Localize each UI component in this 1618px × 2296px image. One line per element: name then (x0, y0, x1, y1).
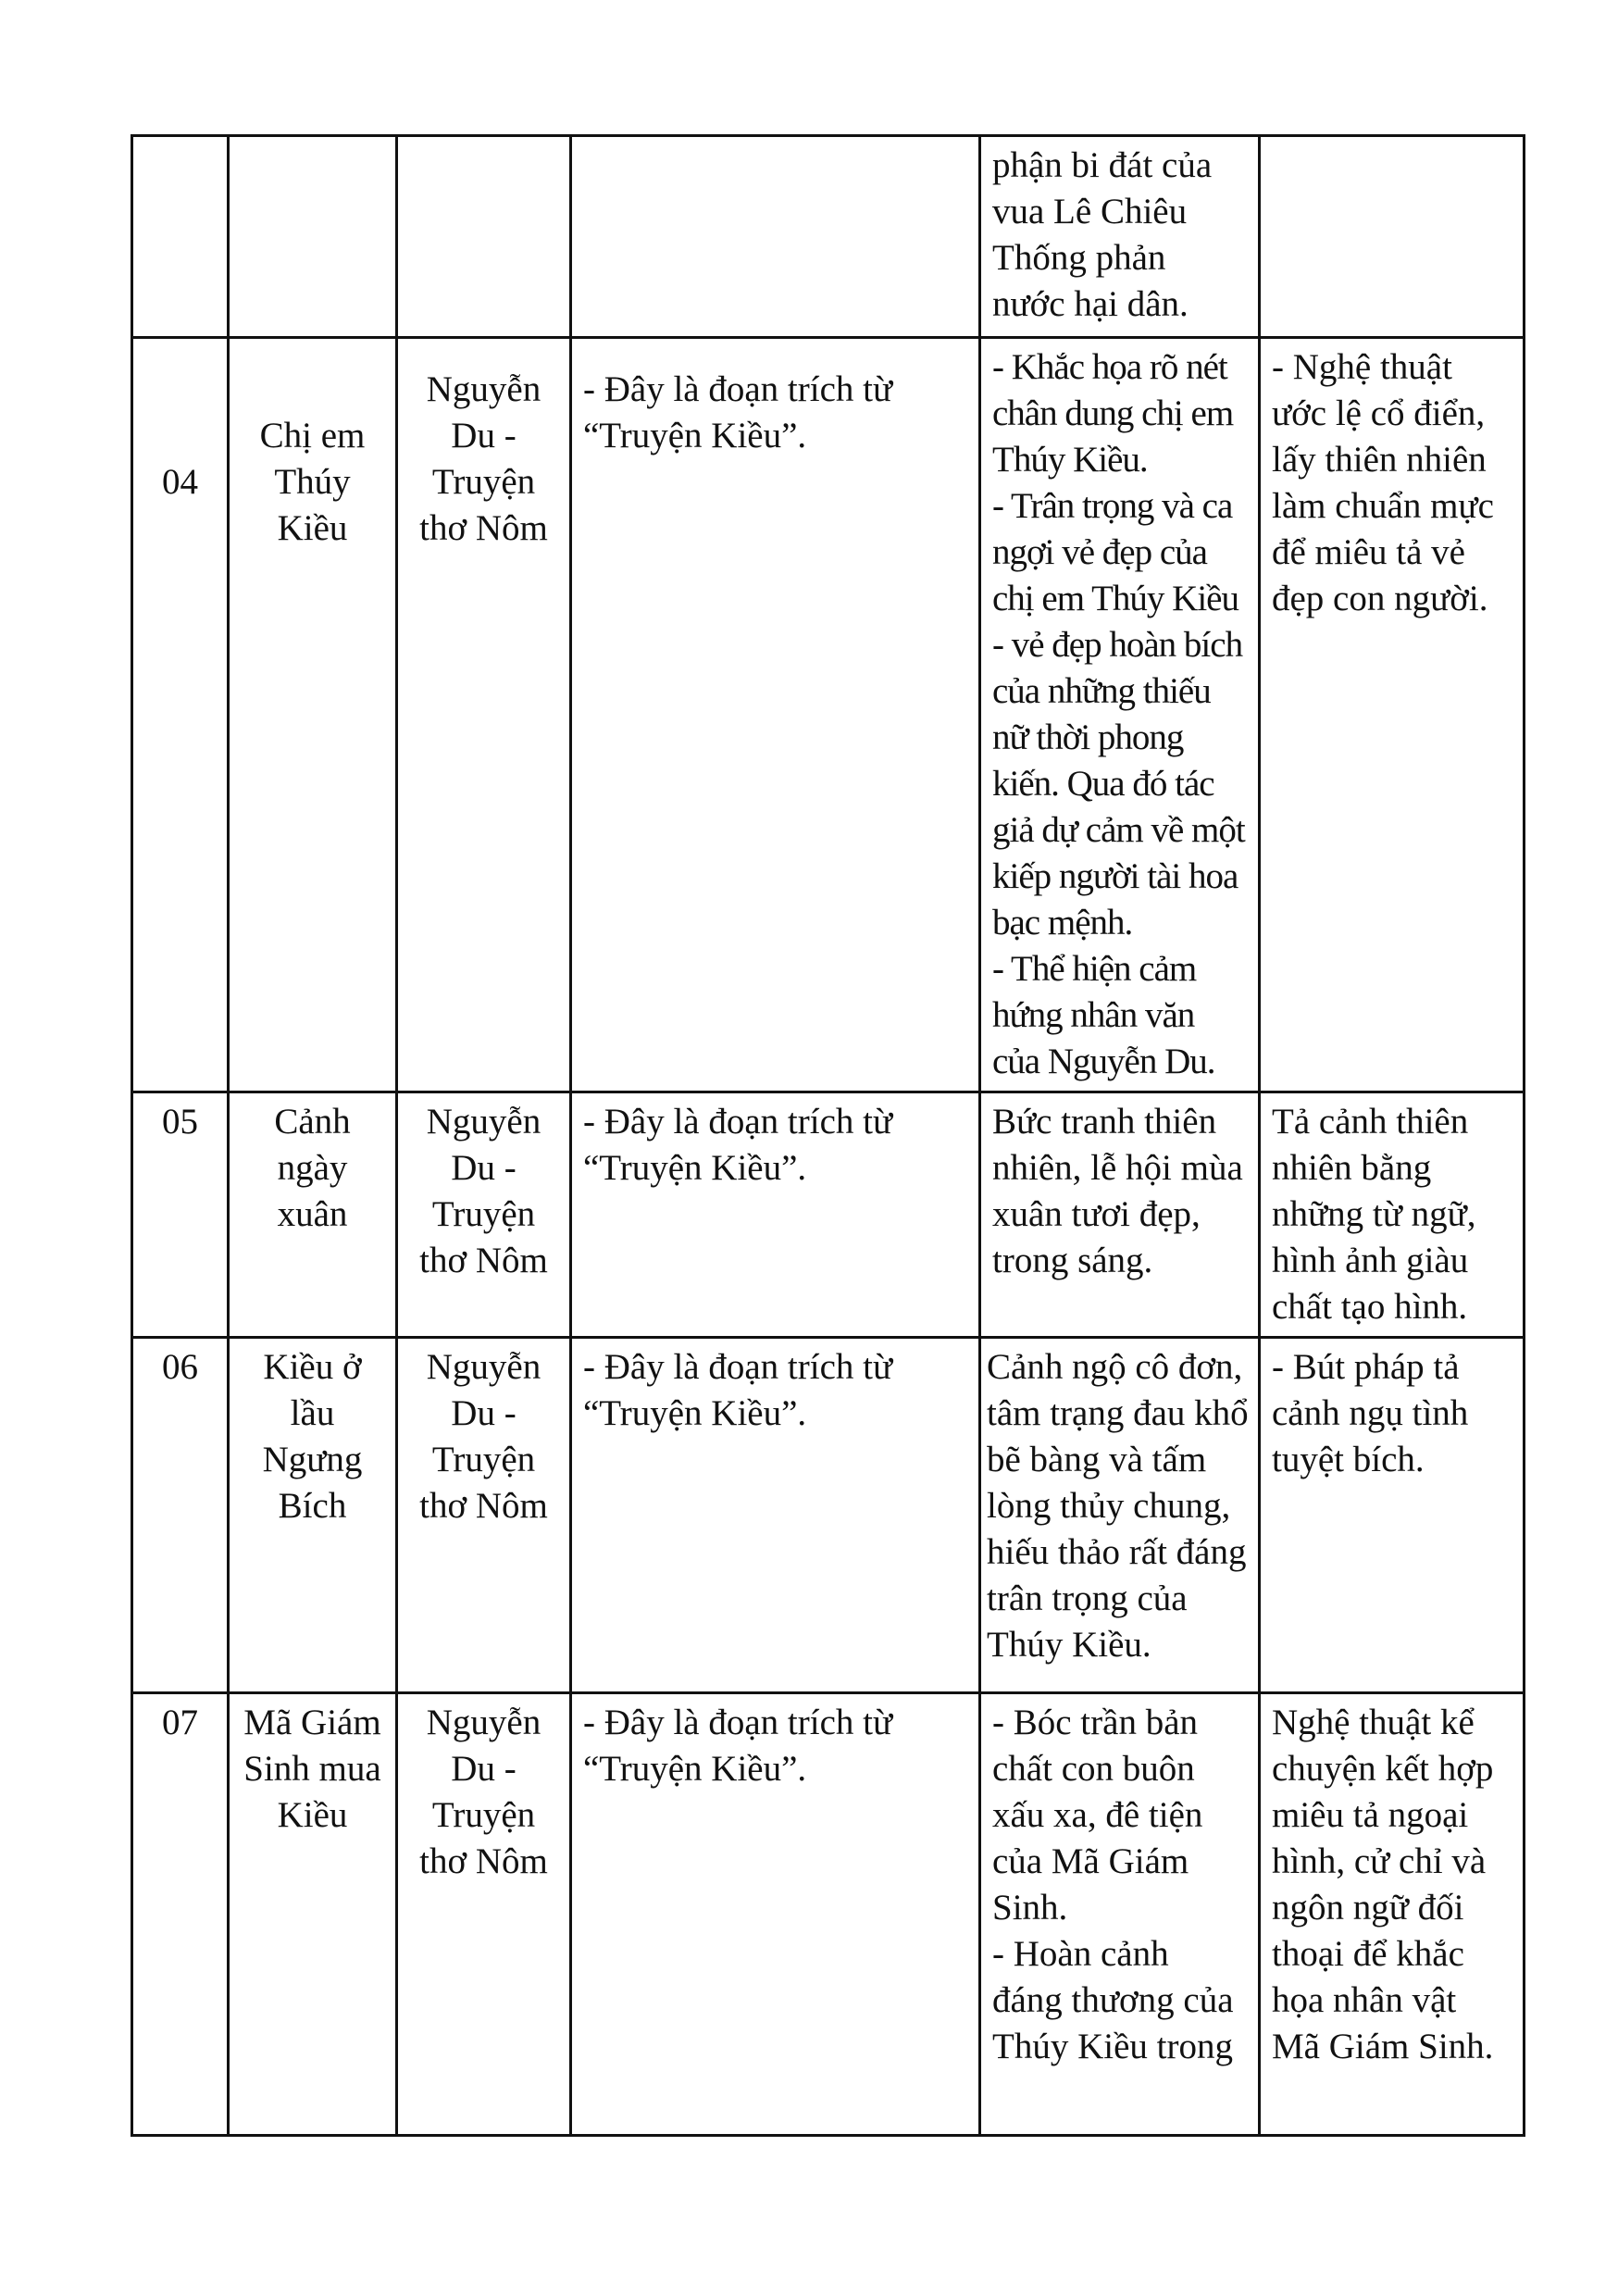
work-author: Nguyễn Du - Truyện thơ Nôm (397, 1092, 571, 1338)
row-number: 06 (132, 1338, 229, 1693)
work-title (229, 136, 397, 338)
work-origin: - Đây là đoạn trích từ “Truyện Kiều”. (571, 1693, 980, 2136)
content-paragraph: - Thể hiện cảm hứng nhân văn của Nguyễn Du. (992, 949, 1215, 1081)
work-origin: - Đây là đoạn trích từ “Truyện Kiều”. (571, 338, 980, 1092)
literature-table (131, 134, 1525, 2137)
content-paragraph: - Khắc họa rõ nét chân dung chị em Thúy Kiều. (992, 347, 1234, 480)
work-author: Nguyễn Du - Truyện thơ Nôm (397, 1693, 571, 2136)
row-number: 04 (132, 338, 229, 1092)
work-title: Mã Giám Sinh mua Kiều (229, 1693, 397, 2136)
table-row (132, 136, 1525, 338)
art-paragraph: Tả cảnh thiên nhiên bằng những từ ngữ, hình ảnh giàu chất tạo hình. (1272, 1102, 1476, 1327)
work-content (980, 1338, 1260, 1693)
content-paragraph: - Hoàn cảnh đáng thương của Thúy Kiều trong (992, 1934, 1234, 2066)
content-paragraph: - Bóc trần bản chất con buôn xấu xa, đê tiện của Mã Giám Sinh. (992, 1703, 1203, 1928)
work-content (980, 1092, 1260, 1338)
content-paragraph: Cảnh ngộ cô đơn, tâm trạng đau khổ bẽ bàng và tấm lòng thủy chung, hiếu thảo rất đáng trân trọng của Thúy Kiều. (987, 1347, 1249, 1665)
table-row (132, 1092, 1525, 1338)
art-paragraph: - Bút pháp tả cảnh ngụ tình tuyệt bích. (1272, 1347, 1469, 1479)
work-author: Nguyễn Du - Truyện thơ Nôm (397, 338, 571, 1092)
work-author (397, 136, 571, 338)
row-number: 07 (132, 1693, 229, 2136)
content-paragraph: - Trân trọng và ca ngợi vẻ đẹp của chị em Thúy Kiều - vẻ đẹp hoàn bích của những thiếu nữ thời phong kiến. Qua đó tác giả dự cảm về một kiếp người tài hoa bạc mệnh. (992, 486, 1245, 942)
work-author: Nguyễn Du - Truyện thơ Nôm (397, 1338, 571, 1693)
row-number (132, 136, 229, 338)
work-art (1260, 1338, 1525, 1693)
work-art (1260, 136, 1525, 338)
work-origin: - Đây là đoạn trích từ “Truyện Kiều”. (571, 1092, 980, 1338)
work-origin: - Đây là đoạn trích từ “Truyện Kiều”. (571, 1338, 980, 1693)
work-art (1260, 1693, 1525, 2136)
table-row (132, 338, 1525, 1092)
art-paragraph: Nghệ thuật kể chuyện kết hợp miêu tả ngoại hình, cử chỉ và ngôn ngữ đối thoại để khắc họa nhân vật Mã Giám Sinh. (1272, 1703, 1494, 2066)
content-paragraph: Bức tranh thiên nhiên, lễ hội mùa xuân tươi đẹp, trong sáng. (992, 1102, 1243, 1280)
work-art (1260, 338, 1525, 1092)
row-number: 05 (132, 1092, 229, 1338)
work-title: Cảnh ngày xuân (229, 1092, 397, 1338)
content-paragraph: phận bi đát của vua Lê Chiêu Thống phản nước hại dân. (992, 145, 1213, 324)
table-row (132, 1693, 1525, 2136)
work-origin (571, 136, 980, 338)
work-title: Kiều ở lầu Ngưng Bích (229, 1338, 397, 1693)
art-paragraph: - Nghệ thuật ước lệ cổ điển, lấy thiên nhiên làm chuẩn mực để miêu tả vẻ đẹp con người. (1272, 347, 1494, 618)
work-title: Chị em Thúy Kiều (229, 338, 397, 1092)
work-content (980, 136, 1260, 338)
work-content (980, 1693, 1260, 2136)
work-content (980, 338, 1260, 1092)
work-art (1260, 1092, 1525, 1338)
table-row (132, 1338, 1525, 1693)
